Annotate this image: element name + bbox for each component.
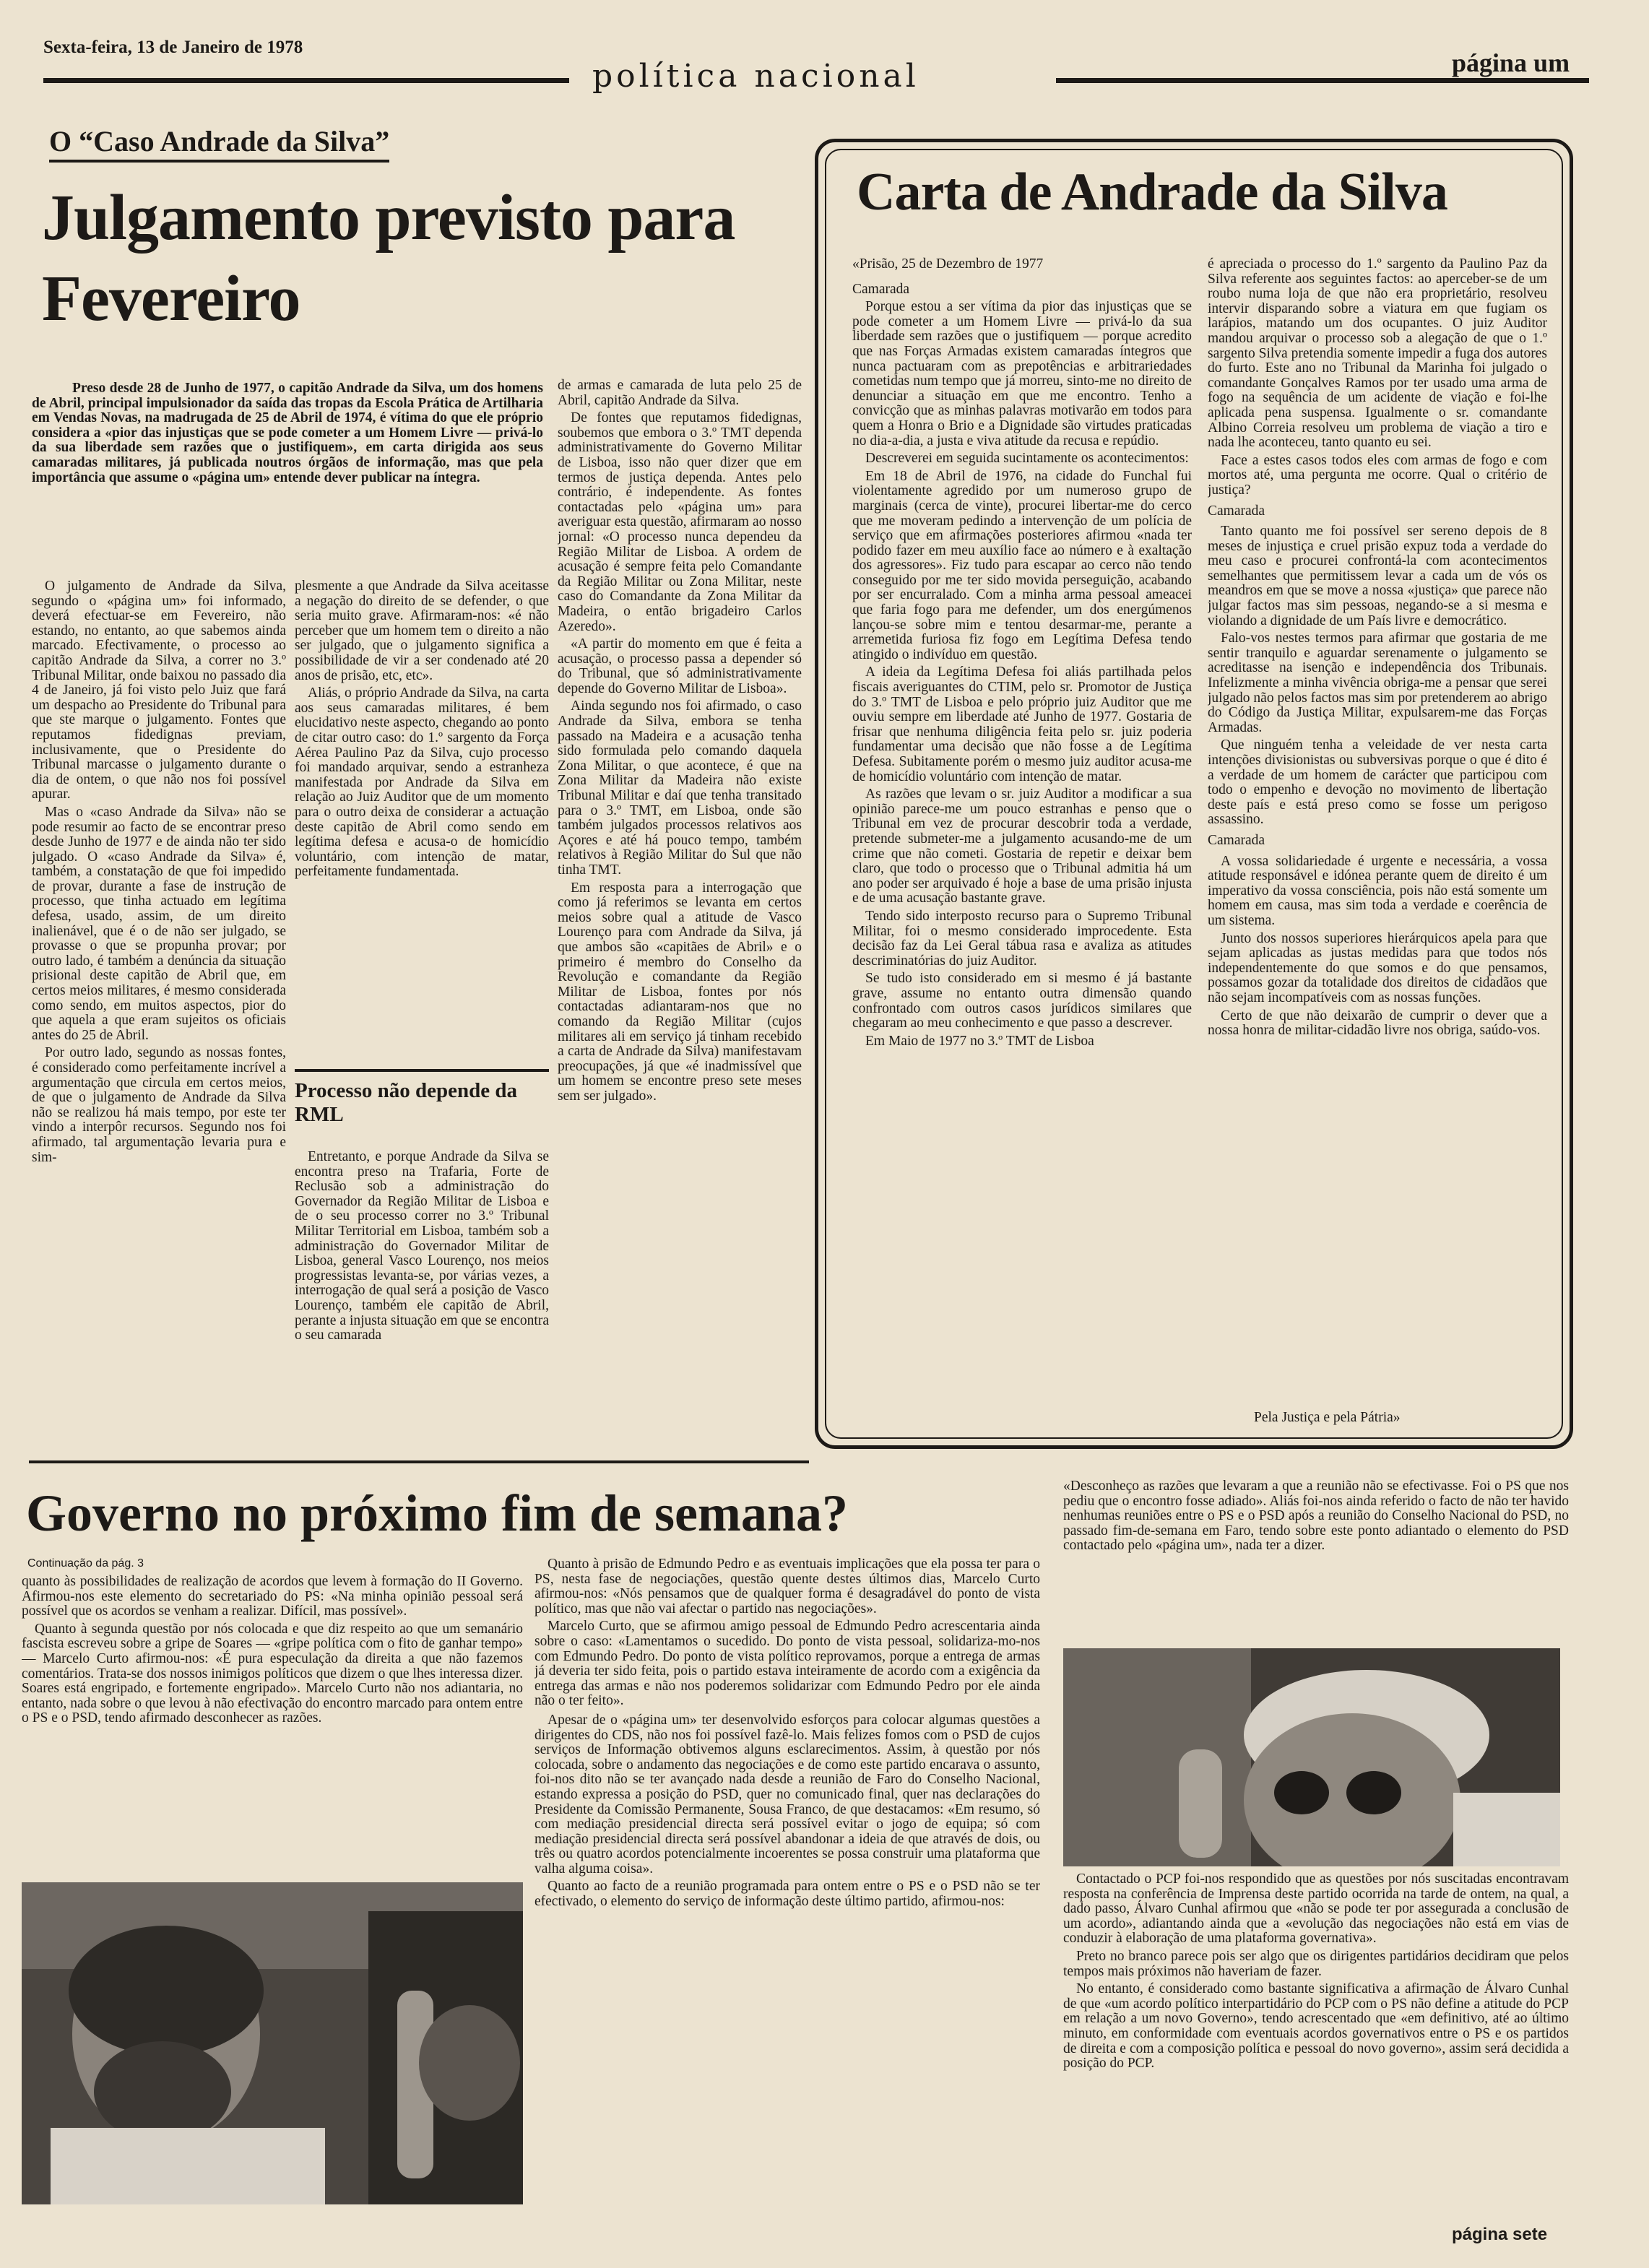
paragraph: Se tudo isto considerado em si mesmo é já bastante grave, assume no entanto outra dimensão quando confrontado com outros casos jurídicos similares que chegaram ao meu conhecimento e que passo a descrever. [852, 971, 1192, 1031]
paragraph: Quanto à prisão de Edmundo Pedro e as eventuais implicações que ela possa ter para o PS, nesta fase de negociações, questão quente destes últimos dias, Marcelo Curto afirmou-nos: «Nós pensamos que de qualquer forma é desagradável do ponto de vista político, mas que não vai afectar o partido nas negociações». [534, 1557, 1040, 1616]
paragraph: A vossa solidariedade é urgente e necessária, a vossa atitude responsável e idónea perante quem de direito é um imperativo da vossa consciência, pois não está somente um homem em causa, mas sim toda a verdade e coerência de um sistema. [1208, 853, 1547, 928]
story1-headline: Julgamento previsto para Fevereiro [42, 182, 735, 334]
photo-marcelo-curto-image [22, 1882, 523, 2204]
paragraph: «Desconheço as razões que levaram a que a reunião não se efectivasse. Foi o PS que nos pediu que o encontro fosse adiado». Aliás foi-nos ainda referido o facto de não ter havido nenhumas reuniões entre o PS e o PSD após a reunião do Conselho Nacional do PSD, no passado fim-de-semana em Faro, tendo sobre este ponto adiantado o elemento do PSD contactado pelo «página um», nada ter a dizer. [1063, 1479, 1569, 1554]
paragraph: «A partir do momento em que é feita a acusação, o processo passa a depender só do Tribunal, que só administrativamente depende do Governo Militar de Lisboa». [558, 636, 802, 696]
story1-kicker: O “Caso Andrade da Silva” [49, 124, 389, 163]
paragraph: quanto às possibilidades de realização de acordos que levem à formação do II Governo. Afirmou-nos este elemento do secretariado do PS: «Na minha opinião pessoal será possível que os acordos se venham a realizar. Difícil, mas possível». [22, 1575, 523, 1619]
paragraph: Por outro lado, segundo as nossas fontes, é considerado como perfeitamente incrível a argumentação que circula em certos meios, de que o julgamento de Andrade da Silva não se realizou há mais tempo, por este ter vindo a interpôr recursos. Segundo nos foi afirmado, tal argumentação levaria pura e sim- [32, 1045, 286, 1165]
paragraph: é apreciada o processo do 1.º sargento da Paulino Paz da Silva referente aos seguintes factos: ao aperceber-se de um roubo numa loja de que não era proprietário, resolveu intervir disparando sobre a viatura em que fugiam os larápios, matando um dos ocupantes. O juiz Auditor mandou arquivar o processo sob a alegação de que o 1.º sargento Silva pretendia somente impedir a fuga dos autores do furto. Este ano no Tribunal da Marinha foi julgado o comandante Gonçalves Ramos por ter usado uma arma de fogo na sequência de um acidente de viação e foi-lhe aplicada pena suspensa. Igualmente o sr. comandante Albino Correia resolveu um problema de viação a tiro e nada lhe aconteceu, tanto quanto eu sei. [1208, 257, 1547, 451]
paragraph: A ideia da Legítima Defesa foi aliás partilhada pelos fiscais averiguantes do CTIM, pelo sr. Promotor de Justiça do 3.º TMT de Lisboa e pelo próprio juiz Auditor que me ouviu sempre em liberdade até Junho de 1977. Gostaria de frisar que nenhuma diligência feita pelo sr. juiz poderia fundamentar uma decisão que não fosse a de Legítima Defesa. Subitamente porém o mesmo juiz auditor acusa-me de homicídio voluntário com intenção de matar. [852, 665, 1192, 784]
paragraph: Tendo sido interposto recurso para o Supremo Tribunal Militar, foi o mesmo considerado improcedente. Esta decisão faz da Lei Geral tábua rasa e avaliza as atitudes descriminatórias do juiz Auditor. [852, 908, 1192, 969]
paragraph: Contactado o PCP foi-nos respondido que as questões por nós suscitadas encontravam resposta na conferência de Imprensa deste partido ocorrida na tarde de ontem, na qual, a dado passo, Álvaro Cunhal afirmou que «não se pode ter por assegurada a conclusão de um acordo», adiantando ainda que a «evolução das negociações não está em vias de conduzir à elaboração de uma plataforma governativa». [1063, 1872, 1569, 1947]
paragraph: Em 18 de Abril de 1976, na cidade do Funchal fui violentamente agredido por um numeroso grupo de marginais (cerca de vinte), procurei libertar-me do cerco que me moveram pedindo a intervenção de um polícia de serviço que em afirmações posteriores afirmou «nada ter podido fazer em meu auxílio face ao número e à exaltação dos agressores». Fiz tudo para escapar ao cerco não tendo conseguido por me ter sido movida perseguição, acabando por ser encurralado. Com a minha arma pessoal ameacei que faria fogo para me defender, um dos energúmenos lançou-se sobre mim e tentou desarmar-me, perante a arremetida furiosa fiz fogo em Legítima Defesa tendo atingido o indivíduo em questão. [852, 468, 1192, 662]
paragraph: De fontes que reputamos fidedignas, soubemos que embora o 3.º TMT dependa administrativamente do Governo Militar de Lisboa, isso não quer dizer que em termos de justiça dependa. Antes pelo contrário, é independente. As fontes contactadas pelo «página um» para averiguar esta questão, afirmaram ao nosso jornal: «O processo nunca dependeu da Região Militar de Lisboa. A ordem de acusação é sempre feita pelo Comandante da Região Militar ou Zona Militar, neste caso do Comandante da Zona Militar da Madeira, o então brigadeiro Carlos Azeredo». [558, 410, 802, 634]
photo-alvaro-cunhal-image [1063, 1648, 1560, 1866]
paragraph: de armas e camarada de luta pelo 25 de Abril, capitão Andrade da Silva. [558, 378, 802, 408]
story1-column-2b [295, 1150, 549, 1443]
paragraph: Descreverei em seguida sucintamente os acontecimentos: [865, 451, 1189, 467]
letter-salutation: Camarada [1208, 832, 1265, 848]
photo-alvaro-cunhal [1063, 1648, 1560, 1866]
paragraph: plesmente a que Andrade da Silva aceitasse a negação do direito de se defender, o que seria muito grave. Afirmaram-nos: «é não perceber que um homem tem o direito a não ser julgado, que o julgamento significa a possibilidade de vir a ser condenado até 20 anos de prisão, etc, etc». [295, 579, 549, 683]
next-page-label: página sete [1452, 2225, 1548, 2244]
story1-column-1 [32, 579, 286, 1443]
paragraph: Porque estou a ser vítima da pior das injustiças que se pode cometer a um Homem Livre — privá-lo da sua liberdade sem razões que o justifiquem — porque acredito que nas Forças Armadas existem camaradas íntegros que nunca pactuaram com as prepotências e arbitrariedades cometidas num tempo que já morreu, sinto-me no direito de denunciar a situação em que me encontro. Tenho a convicção que as minhas palavras motivarão em todos para quem a Honra o Brio e a Dignidade são virtudes praticadas no dia-a-dia, a justa e viva atitude da recusa e repúdio. [852, 299, 1192, 449]
paragraph: Entretanto, e porque Andrade da Silva se encontra preso na Trafaria, Forte de Reclusão sob a administração do Governador da Região Militar de Lisboa e de o seu processo correr no 3.º Tribunal Militar Territorial em Lisboa, também sob a administração do Governador Militar de Lisboa, general Vasco Lourenço, nos meios progressistas levanta-se, por várias vezes, a interrogação de qual será a posição de Vasco Lourenço, também ele capitão de Abril, perante a injusta situação em que se encontra o seu camarada [295, 1150, 549, 1343]
paragraph: Quanto à segunda questão por nós colocada e que diz respeito ao que um semanário fascista escreveu sobre a gripe de Soares — «gripe política com o fito de ganhar tempo» — Marcelo Curto afirmou-nos: «É pura especulação da direita a que não fazemos comentários. Trata-se dos nossos inimigos políticos que dizem o que lhes interessa dizer. Soares está engripado, e fortemente engripado». Marcelo Curto não nos adiantaria, no entanto, nada sobre o que levou à não efectivação do encontro marcado para ontem entre o PS e o PSD, tendo afirmado desconhecer as razões. [22, 1621, 523, 1726]
paragraph: Certo de que não deixarão de cumprir o dever que a nossa honra de militar-cidadão livre nos obriga, saúdo-vos. [1208, 1008, 1547, 1039]
paragraph: Falo-vos nestes termos para afirmar que gostaria de me sentir tranquilo e aguardar serenamente o julgamento se acreditasse na isenção e independência dos Tribunais. Infelizmente a minha vivência obriga-me a pensar que serei julgado não pelos factos mas sim por pretenderem ao abrigo do Código da Justiça Militar, expulsarem-me das Forças Armadas. [1208, 631, 1547, 735]
paragraph: Junto dos nossos superiores hierárquicos apela para que sejam aplicadas as justas medidas para que todos nós independentemente do que somos e do que pensamos, possamos gozar da totalidade dos direitos de cidadãos que não sejam incompatíveis com as nossas funções. [1208, 930, 1547, 1005]
letter-dateline: «Prisão, 25 de Dezembro de 1977 [852, 257, 1044, 272]
letter-salutation: Camarada [1208, 503, 1265, 519]
letter-salutation: Camarada [852, 281, 910, 297]
paragraph: Marcelo Curto, que se afirmou amigo pessoal de Edmundo Pedro acrescentaria ainda sobre o caso: «Lamentamos o sucedido. Do ponto de vista pessoal, solidariza-mo-nos com Edmundo Pedro. Do ponto de vista político reprovamos, porque a entrega de armas já deveria ter sido feita, pois o partido estava inteiramente de acordo com a exigência da entrega das armas e não nos poderemos solidarizar com Edmundo Pedro por ele ainda não o ter feito». [534, 1619, 1040, 1709]
story1-column-3 [558, 378, 802, 1443]
paragraph: Ainda segundo nos foi afirmado, o caso Andrade da Silva, embora se tenha passado na Madeira e a acusação tenha sido formulada pelo comando daquela Zona Militar, o que acontece, é que na Zona Militar da Madeira não existe Tribunal Militar e daí que tenha transitado para o 3.º TMT, em Lisboa, onde são também julgados processos relativos aos Açores e até há pouco tempo, também relativos à Região Militar do Sul que não tinha TMT. [558, 698, 802, 878]
story2-column-1 [22, 1575, 523, 1878]
masthead-page: página um [1452, 48, 1570, 80]
section-divider [29, 1460, 809, 1463]
masthead-rule-left [43, 78, 569, 83]
story1-subhead: Processo não depende da RML [295, 1079, 518, 1126]
paragraph: As razões que levam o sr. juiz Auditor a modificar a sua opinião parece-me um pouco estranhas e penso que o Tribunal em vez de procurar descobrir toda a verdade, pretende submeter-me a julgamento acusando-me de um crime que não cometi. Gostaria de repetir e deixar bem claro, que todo o processo que o Tribunal admitia há um ano poder ser arquivado é hoje a base de uma prisão injusta e de uma acusação bastante grave. [852, 787, 1192, 906]
masthead-section: política nacional [592, 58, 919, 95]
story2-column-3 [1063, 1479, 1569, 1647]
letter-title: Carta de Andrade da Silva [857, 163, 1447, 222]
paragraph: Apesar de o «página um» ter desenvolvido esforços para colocar algumas questões a dirigentes do CDS, não nos foi possível fazê-lo. Mais felizes fomos com o PSD de cujos serviços de Informação obtivemos alguns esclarecimentos. Assim, à questão por nós colocada, sobre o andamento das negociações e de como este partido encarava o assunto, foi-nos dito não se ter avançado nada desde a reunião de Faro do Conselho Nacional, estando expressa a posição do PSD, quer no comunicado final, quer nas declarações do Presidente da Comissão Permanente, Sousa Franco, de que destacamos: «Em resumo, só com mediação presidencial directa será possível evitar o jogo de equipa; só com mediação presidencial directa será possível abandonar a ideia de que através de dois, ou três ou quatro acordos potencialmente incoerentes se possa construir uma plataforma que valha alguma coisa». [534, 1712, 1040, 1877]
paragraph: Aliás, o próprio Andrade da Silva, na carta aos seus camaradas militares, é bem elucidativo neste aspecto, chegando ao ponto de citar outro caso: do 1.º sargento da Força Aérea Paulino Paz da Silva, cujo processo foi mandado arquivar, sendo a estranheza manifestada por Andrade da Silva em relação ao Juiz Auditor que de um momento para o outro deixa de considerar a actuação deste capitão de Abril como sendo em legítima defesa e acusa-o de homicídio voluntário, com intenção de matar, perfeitamente fundamentada. [295, 685, 549, 880]
story2-headline: Governo no próximo fim de semana? [26, 1484, 848, 1542]
paragraph: Tanto quanto me foi possível ser sereno depois de 8 meses de injustiça e cruel prisão expuz toda a verdade do meu caso e procurei confrontá-la com acontecimentos semelhantes que permitissem levar a cada um de vós os meandros em que se move a nossa «justiça» que parece não julgar factos mas sim pessoas, negando-se a si mesma e violando a dignidade de um País livre e democrático. [1208, 524, 1547, 628]
subhead-rule [295, 1069, 549, 1072]
story2-continuation: Continuação da pág. 3 [27, 1557, 144, 1570]
photo-marcelo-curto [22, 1882, 523, 2204]
letter-column-2 [1208, 257, 1547, 1391]
paragraph: Mas o «caso Andrade da Silva» não se pode resumir ao facto de se encontrar preso desde Junho de 1977 e de ainda não ter sido julgado. O «caso Andrade da Silva» é, também, a constatação de que foi impedido de provar, durante a fase de instrução de processo, que tinha actuado em legítima defesa, usado, assim, de um direito inalienável, que é o de não ser julgado, se provasse o que se propunha provar; por outro lado, é também a denúncia da situação prisional deste capitão de Abril que, em certos meios militares, é mesmo considerada como sendo, em muitos aspectos, pior do que aquela a que eram sujeitos os oficiais antes do 25 de Abril. [32, 804, 286, 1043]
paragraph: Que ninguém tenha a veleidade de ver nesta carta intenções divisionistas ou subversivas porque o que é dito é a verdade de um homem de carácter que participou com todo o empenho e devoção no movimento de libertação deste país e está preso como se fosse um perigoso assassino. [1208, 737, 1547, 828]
paragraph: Em resposta para a interrogação que como já referimos se levanta em certos meios sobre qual a atitude de Vasco Lourenço para com Andrade da Silva, já que ambos são «capitães de Abril» e o primeiro é membro do Conselho da Revolução e comandante da Região Militar de Lisboa, fontes por nós contactadas adiantaram-nos que no comando da Região Militar (cujos militares ali em serviço já tinham recebido a carta de Andrade da Silva) manifestavam preocupações, já que «é inadmissível que um homem se encontre preso sete meses sem ser julgado». [558, 880, 802, 1104]
story2-column-3b [1063, 1872, 1569, 2219]
masthead-date: Sexta-feira, 13 de Janeiro de 1978 [43, 38, 303, 57]
story1-lead: Preso desde 28 de Junho de 1977, o capitão Andrade da Silva, um dos homens de Abril, principal impulsionador da saída das tropas da Escola Prática de Artilharia em Vendas Novas, na madrugada de 25 de Abril de 1974, é vítima do que ele próprio considera a «pior das injustiças que se pode cometer a um Homem Livre — privá-lo da sua liberdade sem razões que o justifiquem», em carta dirigida aos seus camaradas militares, já publicada noutros órgãos de informação, mas que pela importância que assume o «página um» entende dever publicar na íntegra. [32, 381, 543, 485]
story2-column-2 [534, 1557, 1040, 2196]
paragraph: Preto no branco parece pois ser algo que os dirigentes partidários decidiram que pelos tempos mais próximos não haveriam de fazer. [1063, 1948, 1569, 1979]
letter-column-1 [852, 257, 1192, 1427]
letter-signoff: Pela Justiça e pela Pátria» [1254, 1410, 1401, 1425]
story1-column-2 [295, 579, 549, 1060]
paragraph: Face a estes casos todos eles com armas de fogo e com mortos até, uma pergunta me ocorre. Qual o critério de justiça? [1208, 452, 1547, 498]
paragraph: O julgamento de Andrade da Silva, segundo o «página um» foi informado, deverá efectuar-se em Fevereiro, não estando, no entanto, ao que sabemos ainda marcado. Efectivamente, o processo ao capitão Andrade da Silva, a correr no 3.º Tribunal Militar, onde baixou no passado dia 4 de Janeiro, já foi visto pelo Juiz que fará um despacho ao Presidente do Tribunal para que ste marque o julgamento. Fontes que reputamos fidedignas previam, inclusivamente, que o Presidente do Tribunal marcasse o julgamento durante o dia de ontem, o que não nos foi possível apurar. [32, 579, 286, 802]
paragraph: No entanto, é considerado como bastante significativa a afirmação de Álvaro Cunhal de que «um acordo político interpartidário do PCP com o PS não define a atitude do PCP em relação a um novo Governo», tendo acrescentado que «em definitivo, até ao último minuto, em conformidade com eventuais acordos governativos entre o PS e os partidos de direita e com a composição política e pessoal do novo governo», assim será decidida a posição do PCP. [1063, 1981, 1569, 2072]
paragraph: Quanto ao facto de a reunião programada para ontem entre o PS e o PSD não se ter efectivado, o elemento do serviço de informação deste último partido, afirmou-nos: [534, 1879, 1040, 1910]
paragraph: Em Maio de 1977 no 3.º TMT de Lisboa [865, 1033, 1094, 1049]
